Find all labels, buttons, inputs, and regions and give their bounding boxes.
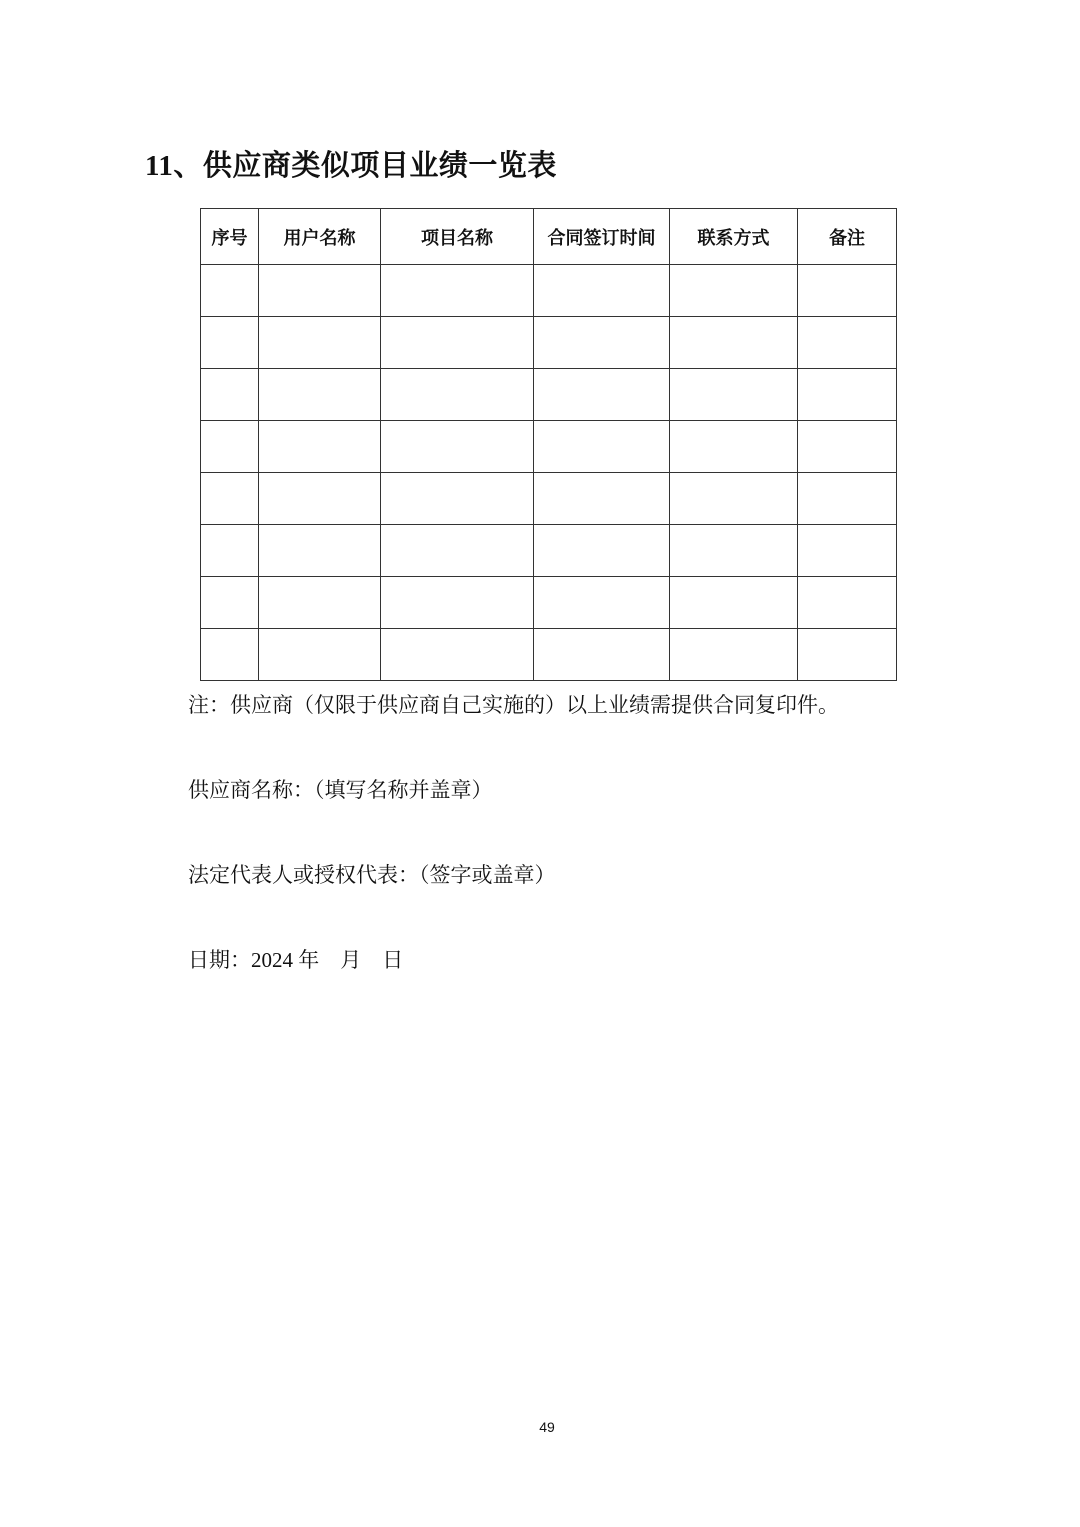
table-cell — [259, 577, 381, 629]
header-contract-date: 合同签订时间 — [534, 209, 670, 265]
table-cell — [381, 265, 534, 317]
table-cell — [259, 421, 381, 473]
table-cell — [259, 525, 381, 577]
legal-representative-line: 法定代表人或授权代表：（签字或盖章） — [188, 863, 556, 887]
table-row — [201, 369, 897, 421]
table-cell — [381, 525, 534, 577]
table-cell — [381, 317, 534, 369]
table-row — [201, 629, 897, 681]
table-row — [201, 265, 897, 317]
table-cell — [201, 473, 259, 525]
table-cell — [798, 421, 897, 473]
table-cell — [259, 473, 381, 525]
table-cell — [534, 473, 670, 525]
table-cell — [670, 421, 798, 473]
header-remarks: 备注 — [798, 209, 897, 265]
table-cell — [381, 629, 534, 681]
table-cell — [670, 525, 798, 577]
table-cell — [798, 629, 897, 681]
table-cell — [259, 265, 381, 317]
table-cell — [259, 369, 381, 421]
table-cell — [534, 525, 670, 577]
header-contact-info: 联系方式 — [670, 209, 798, 265]
section-title: 11、供应商类似项目业绩一览表 — [145, 150, 557, 182]
table-body — [201, 265, 897, 681]
table-cell — [201, 265, 259, 317]
table-cell — [534, 369, 670, 421]
header-serial-number: 序号 — [201, 209, 259, 265]
table-cell — [259, 629, 381, 681]
table-cell — [201, 525, 259, 577]
table-cell — [381, 369, 534, 421]
table-cell — [201, 629, 259, 681]
table-cell — [534, 577, 670, 629]
table-cell — [798, 473, 897, 525]
table-cell — [670, 629, 798, 681]
table-cell — [201, 577, 259, 629]
table-cell — [534, 265, 670, 317]
table-cell — [201, 421, 259, 473]
table-row — [201, 577, 897, 629]
table-row — [201, 317, 897, 369]
date-line: 日期：2024 年 月 日 — [188, 948, 404, 972]
table-cell — [798, 525, 897, 577]
table-header-row — [201, 209, 897, 265]
table-cell — [381, 421, 534, 473]
table-cell — [798, 369, 897, 421]
table-cell — [201, 369, 259, 421]
table-cell — [259, 317, 381, 369]
header-project-name: 项目名称 — [381, 209, 534, 265]
table-cell — [798, 265, 897, 317]
page-number: 49 — [539, 1419, 555, 1435]
table-cell — [381, 577, 534, 629]
table-cell — [534, 629, 670, 681]
table-cell — [201, 317, 259, 369]
table-cell — [670, 317, 798, 369]
table-cell — [534, 421, 670, 473]
table-row — [201, 473, 897, 525]
table-cell — [534, 317, 670, 369]
supplier-name-line: 供应商名称：（填写名称并盖章） — [188, 778, 493, 802]
table-cell — [670, 473, 798, 525]
performance-table — [200, 208, 897, 681]
table-cell — [798, 577, 897, 629]
table-cell — [670, 577, 798, 629]
table-row — [201, 525, 897, 577]
table-row — [201, 421, 897, 473]
header-user-name: 用户名称 — [259, 209, 381, 265]
table-cell — [670, 369, 798, 421]
table-cell — [381, 473, 534, 525]
table-note: 注：供应商（仅限于供应商自己实施的）以上业绩需提供合同复印件。 — [188, 693, 839, 717]
table-cell — [670, 265, 798, 317]
table-cell — [798, 317, 897, 369]
